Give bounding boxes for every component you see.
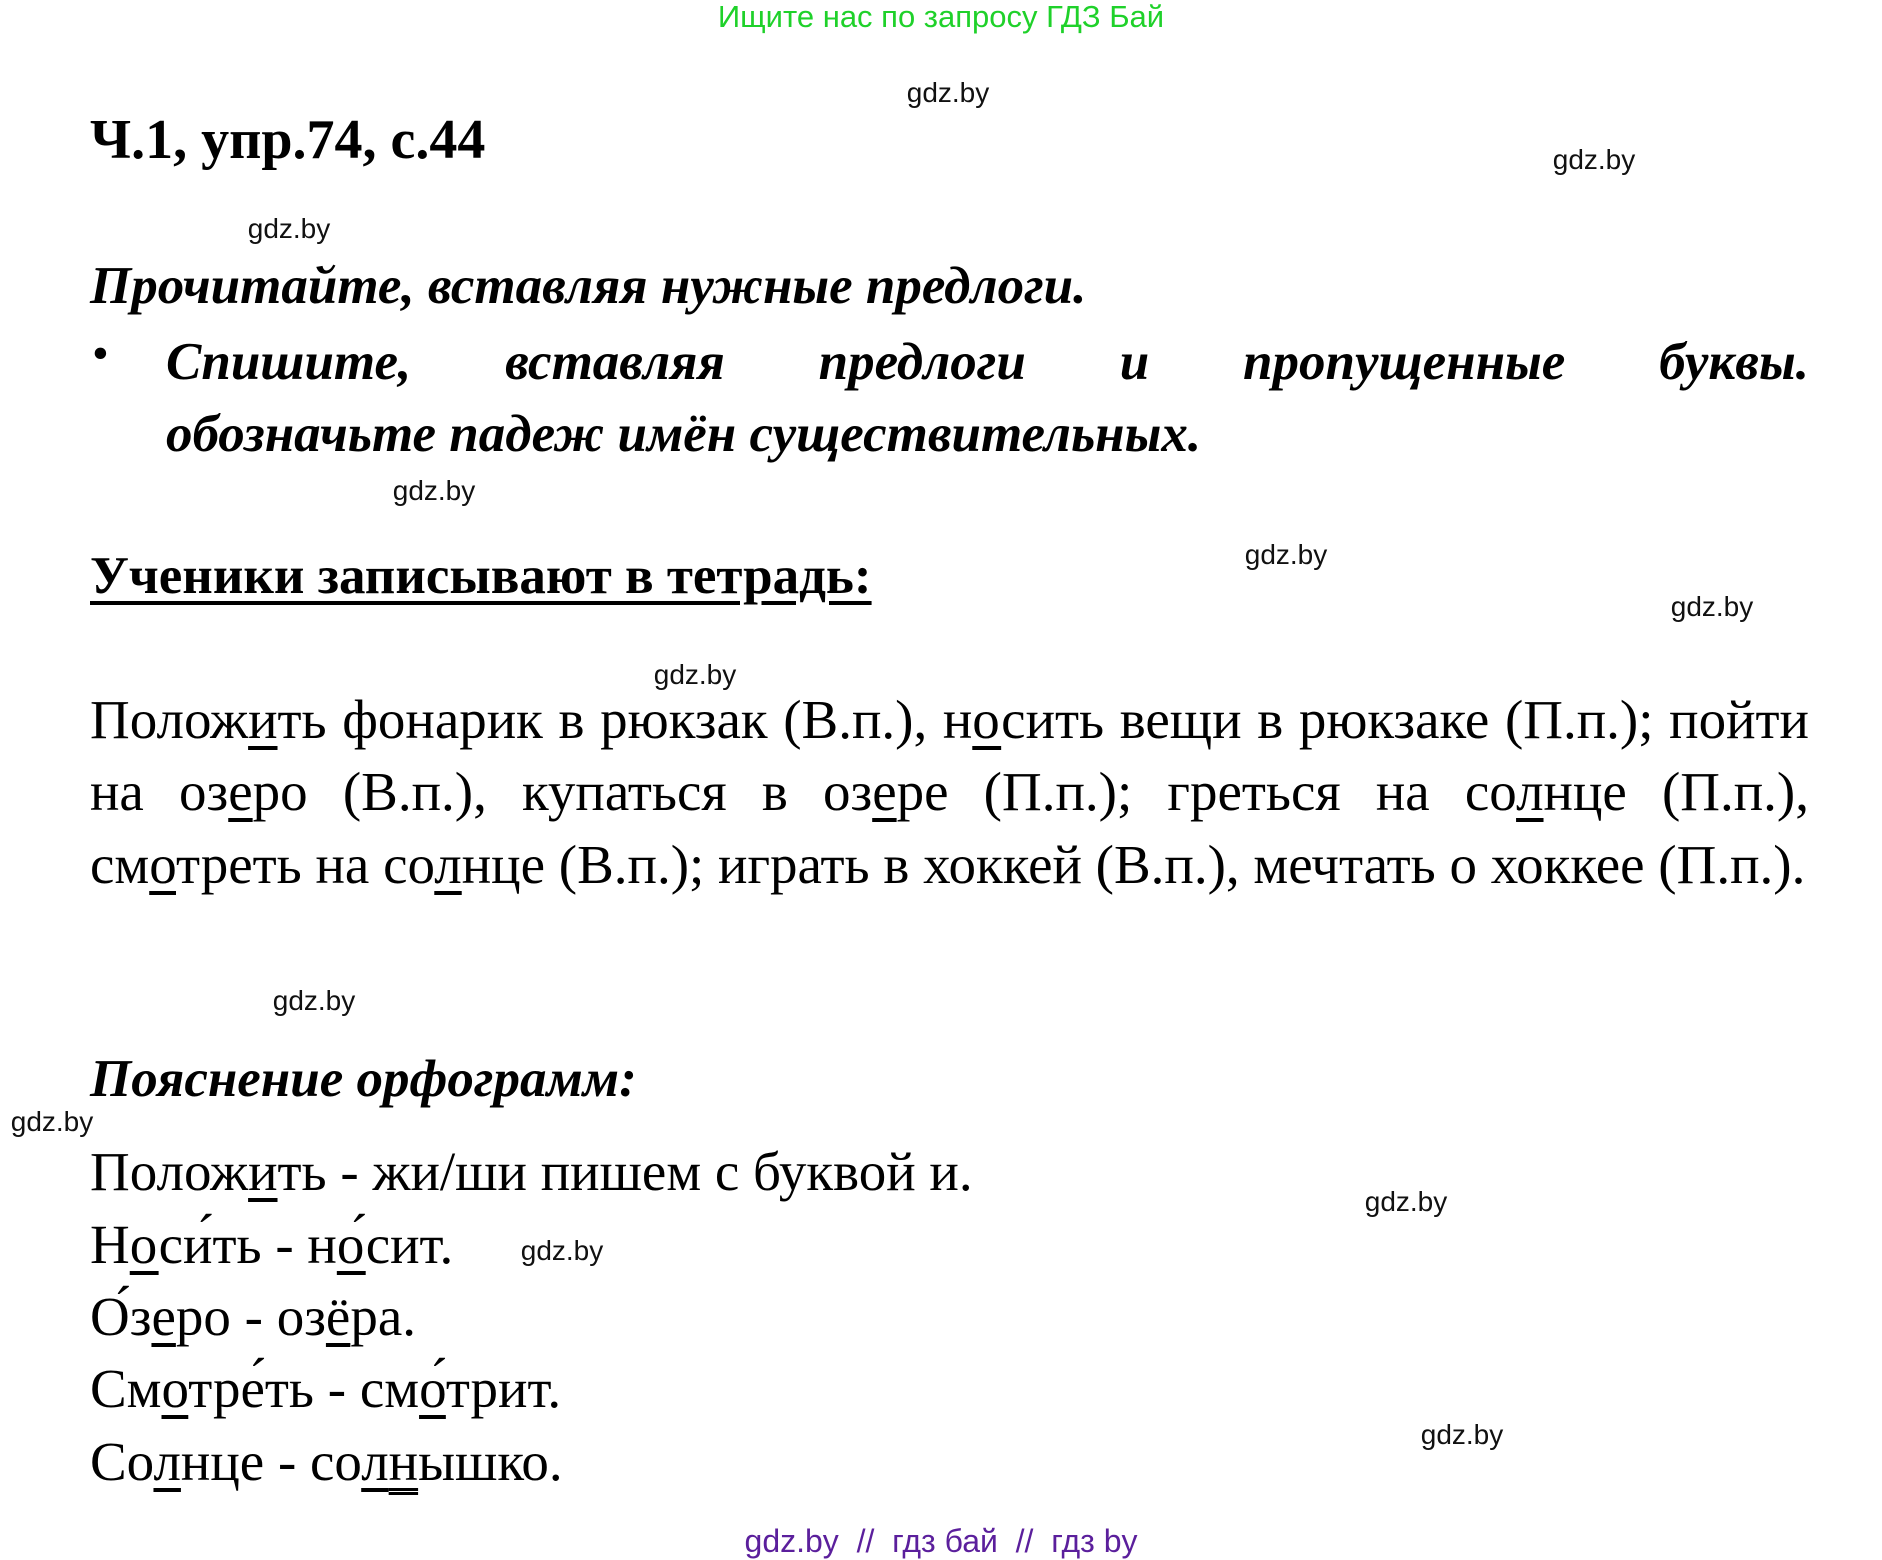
underlined-orthogram: о́ — [336, 1214, 366, 1275]
text-segment: нце (В.п.); играть в хоккей (В.п.), мечтать о хоккее (П.п.). — [461, 833, 1806, 895]
underlined-orthogram: е — [228, 761, 253, 823]
underlined-orthogram: и — [248, 1141, 278, 1202]
text-segment: Н — [90, 1214, 130, 1275]
answer-paragraph — [90, 684, 1809, 901]
answer-heading: Ученики записывают в тетрадь: — [90, 547, 872, 605]
text-segment: нце - со — [180, 1431, 362, 1492]
underlined-orthogram: л — [434, 833, 462, 895]
text-segment: Полож — [90, 689, 249, 750]
underlined-orthogram: о — [972, 689, 1002, 750]
text-segment: См — [90, 1358, 162, 1419]
underlined-orthogram: ё — [325, 1286, 351, 1347]
watermark: gdz.by — [520, 1235, 604, 1266]
watermark: gdz.by — [10, 1106, 94, 1137]
underlined-orthogram: о́ — [419, 1358, 446, 1419]
watermark: gdz.by — [653, 659, 737, 690]
text-segment: сить вещи в рюкзаке (П.п.); пойти на оз — [90, 689, 1809, 823]
watermark: gdz.by — [1244, 539, 1328, 570]
underlined-orthogram: и — [248, 689, 278, 750]
search-hint-banner: Ищите нас по запросу ГДЗ Бай — [717, 0, 1165, 34]
text-segment: ть фонарик в рюкзак (В.п.), н — [277, 689, 973, 750]
underlined-orthogram: о — [149, 833, 176, 895]
explanation-line — [90, 1281, 416, 1353]
text-segment: ть - жи/ши пишем с буквой и. — [277, 1141, 973, 1202]
text-segment: О́з — [90, 1286, 152, 1347]
underlined-orthogram: о — [129, 1214, 159, 1275]
text-segment: треть на со — [176, 833, 435, 895]
task-line-1: Прочитайте, вставляя нужные предлоги. — [90, 257, 1087, 315]
explanation-line — [90, 1136, 973, 1208]
exercise-title: Ч.1, упр.74, с.44 — [90, 109, 486, 171]
text-segment: Полож — [90, 1141, 249, 1202]
underlined-orthogram: л — [361, 1431, 389, 1492]
watermark: gdz.by — [272, 985, 356, 1016]
bullet-icon: • — [92, 327, 109, 380]
task-line-2: Спишите, вставляя предлоги и пропущенные буквы. — [166, 333, 1809, 391]
text-segment: трит. — [445, 1358, 562, 1419]
underlined-orthogram: о — [161, 1358, 189, 1419]
explanation-heading: Пояснение орфограмм: — [90, 1050, 637, 1108]
underlined-orthogram: л — [153, 1431, 181, 1492]
watermark: gdz.by — [1552, 144, 1636, 175]
explanation-line — [90, 1426, 563, 1498]
text-segment: ышко. — [418, 1431, 563, 1492]
text-segment: си́ть - н — [158, 1214, 337, 1275]
text-segment: ра. — [350, 1286, 417, 1347]
bottom-links: gdz.by // гдз бай // гдз by — [744, 1523, 1138, 1559]
double-underlined-orthogram: н — [388, 1431, 419, 1492]
explanation-line — [90, 1209, 453, 1281]
text-segment: ро (В.п.), купаться в оз — [252, 761, 873, 823]
text-segment: ре (П.п.); греться на со — [896, 761, 1517, 823]
watermark: gdz.by — [1364, 1186, 1448, 1217]
watermark: gdz.by — [247, 213, 331, 244]
watermark: gdz.by — [392, 475, 476, 506]
task-line-3: обозначьте падеж имён существительных. — [166, 405, 1202, 463]
underlined-orthogram: е — [151, 1286, 176, 1347]
underlined-orthogram: л — [1516, 761, 1544, 823]
text-segment: Со — [90, 1431, 154, 1492]
watermark: gdz.by — [906, 77, 990, 108]
explanation-line — [90, 1353, 561, 1425]
watermark: gdz.by — [1420, 1419, 1504, 1450]
watermark: gdz.by — [1670, 591, 1754, 622]
text-segment: тре́ть - см — [188, 1358, 420, 1419]
text-segment: нце (П.п.), см — [90, 761, 1809, 895]
underlined-orthogram: е — [872, 761, 897, 823]
text-segment: сит. — [365, 1214, 454, 1275]
text-segment: ро - оз — [175, 1286, 326, 1347]
